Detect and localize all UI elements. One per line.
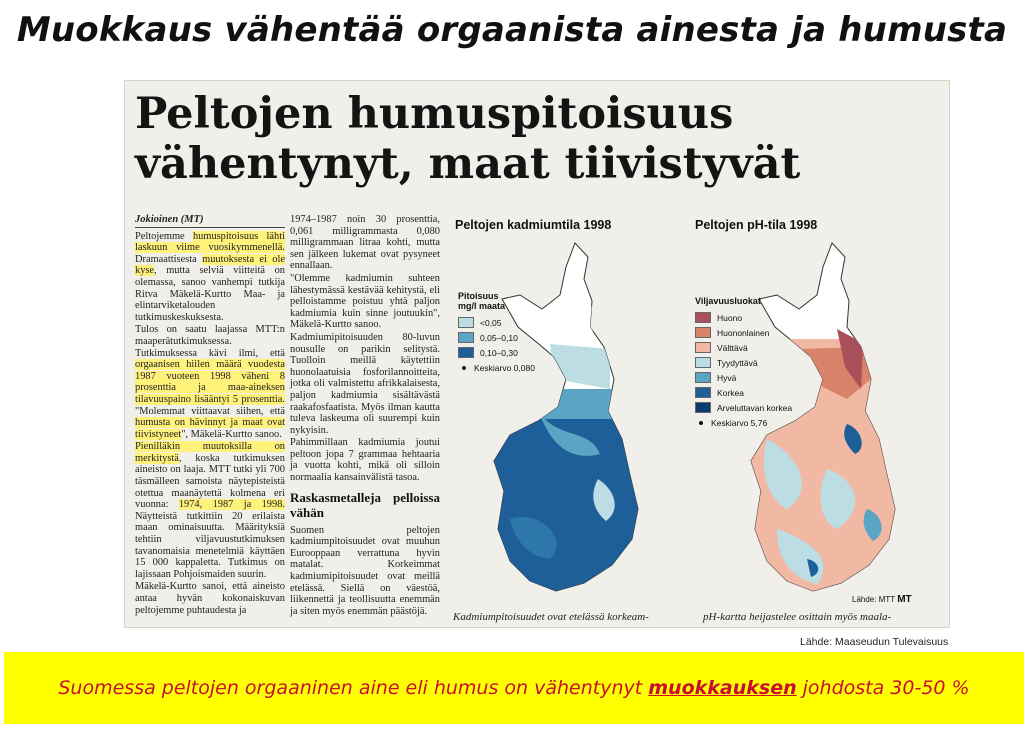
headline-line-2: vähentynyt, maat tiivistyvät (135, 139, 801, 189)
mean-dot-icon (699, 421, 703, 425)
legend-item (695, 325, 792, 340)
legend-item (695, 400, 792, 415)
paragraph: 1974–1987 noin 30 prosenttia, 0,061 milligrammasta 0,080 milligrammaan litraa kohti, mutta sen jälkeen lukemat ovat pysyneet ennallaan. (290, 214, 440, 272)
highlighted-text: 1974, 1987 ja 1998. (178, 499, 285, 511)
highlighted-text: orgaanisen hiilen määrä vuodesta 1987 vuoteen 1998 väheni 8 prosenttia ja maa-aineksen tilavuuspaino lisääntyi 5 prosenttia. (135, 359, 285, 405)
legend-label: Välttävä (717, 342, 748, 353)
legend-label: Hyvä (717, 372, 737, 383)
cadmium-map-title: Peltojen kadmiumtila 1998 (455, 218, 612, 232)
ph-map-title: Peltojen pH-tila 1998 (695, 218, 818, 232)
legend-mean (458, 360, 535, 375)
map-source (852, 594, 912, 605)
mean-dot-icon (462, 366, 466, 370)
legend-item (695, 385, 792, 400)
legend-item (695, 370, 792, 385)
slide-title: Muokkaus vähentää orgaanista ainesta ja humusta (16, 10, 1008, 50)
legend-label: <0,05 (480, 317, 502, 328)
summary-text-part: johdosta 30-50 % (796, 677, 970, 699)
legend-label: Arveluttavan korkea (717, 402, 793, 413)
paragraph: "Olemme kadmiumin suhteen lähestymässä kestävää kehitystä, eli pelloistamme poistuu yhtä paljon kadmiumia kuin sinne joutuukin", Mäkelä-Kurtto sanoo. (290, 272, 440, 331)
legend-title-line: mg/l maata (458, 301, 506, 311)
legend-label: 0,05–0,10 (480, 332, 518, 343)
legend-label: 0,10–0,30 (480, 347, 518, 358)
paragraph (135, 324, 285, 440)
highlighted-text: Pienilläkin muutoksilla on merkitystä (135, 441, 285, 464)
paragraph (135, 231, 285, 324)
paragraph (135, 441, 285, 580)
mt-logo: MT (897, 594, 912, 605)
legend-title-line: Pitoisuus (458, 291, 499, 301)
ph-map-caption: pH-kartta heijastelee osittain myös maala- (703, 611, 892, 623)
legend-swatch (458, 332, 474, 343)
legend-swatch (458, 317, 474, 328)
legend-swatch (695, 402, 711, 413)
text: , koska tutkimuksen aineisto on laaja. MTT tutki yli 700 täsmälleen samoista näytepisteistä otettua maanäytettä kolmena eri vuonna: (135, 452, 285, 511)
paragraph: Mäkelä-Kurtto sanoi, että aineisto antaa hyvän kokonaiskuvan peltojemme puhtaudesta ja (135, 581, 285, 616)
text: Peltojemme (135, 230, 193, 242)
slide-source: Lähde: Maaseudun Tulevaisuus (800, 636, 949, 648)
legend-swatch (695, 387, 711, 398)
summary-text-part: Suomessa peltojen orgaaninen aine eli humus on vähentynyt (58, 677, 649, 699)
legend-title: Viljavuusluokat (695, 296, 761, 306)
legend-swatch (695, 357, 711, 368)
summary-banner (4, 652, 1024, 724)
legend-label: Tyydyttävä (717, 357, 758, 368)
paragraph: Kadmiumipitoisuuden 80-luvun nousulle on parikin selitystä. Tuolloin meillä käytettiin huonolaatuisia fosforilannoitteita, jotka oli valmistettu afrikkalaisesta, paljon kadmiumia sisältävästä raakafosfaatista. Myös ilman kautta tuleva laskeuma oli suurempi kuin nykyisin. (290, 331, 440, 436)
byline: Jokioinen (MT) (135, 214, 285, 228)
legend-swatch (458, 347, 474, 358)
legend-label: Huononlainen (717, 327, 770, 338)
legend-title (458, 291, 535, 311)
article-subheading: Raskasmetalleja pelloissa vähän (290, 489, 440, 520)
text: , mutta selviä viitteitä on olemassa, sanoo vanhempi tutkija Ritva Mäkelä-Kurtto Maa- ja elintarviketalouden tutkimuskeskuksesta. (135, 265, 285, 323)
legend-item (458, 345, 535, 360)
text: Tulos on saatu laajassa MTT:n maaperätutkimuksessa. Tutkimuksessa kävi ilmi, että (135, 324, 285, 359)
paragraph: Suomen peltojen kadmiumpitoisuudet ovat muuhun Eurooppaan verrattuna hyvin matalat. Korkeimmat kadmiumipitoisuudet ovat meillä etelässä. Siellä on väestöä, liikennettä ja teollisuutta enemmän ja siten myös enemmän päästöjä. (290, 524, 440, 617)
ph-legend (695, 296, 792, 430)
legend-swatch (695, 327, 711, 338)
text: ", Mäkelä-Kurtto sanoo. (181, 428, 282, 440)
cadmium-map-caption: Kadmiumpitoisuudet ovat etelässä korkeam- (453, 611, 649, 623)
legend-item (695, 340, 792, 355)
text: "Molemmat viittaavat siihen, että (135, 405, 285, 417)
legend-swatch (695, 312, 711, 323)
legend-label: Keskiarvo 5,76 (711, 417, 768, 428)
article-column-1 (135, 214, 285, 617)
legend-label: Huono (717, 312, 743, 323)
legend-item (695, 310, 792, 325)
legend-item (458, 330, 535, 345)
newspaper-clipping (124, 80, 950, 628)
legend-item (458, 315, 535, 330)
legend-swatch (695, 342, 711, 353)
summary-keyword: muokkauksen (648, 677, 797, 699)
legend-item (695, 355, 792, 370)
cadmium-legend (458, 291, 535, 375)
article-column-2 (290, 214, 440, 618)
paragraph: Pahimmillaan kadmiumia joutui peltoon jopa 7 grammaa hehtaaria ja vuotta kohti, mikä oli silloin normaalia kansainvälistä tasoa. (290, 437, 440, 484)
highlighted-text: humuspitoisuus lähti laskuun viime vuosikymmenellä. (135, 230, 286, 254)
legend-swatch (695, 372, 711, 383)
text: Näytteistä tutkittiin 20 erilaista maan ominaisuutta. Määrityksiä tehtiin viljavuustutkimuksen tavanomaisia menetelmiä käyttäen 15 000 kappaletta. Tutkimus on lajissaan Pohjoismaiden suurin. (135, 510, 285, 580)
headline-line-1: Peltojen humuspitoisuus (135, 89, 734, 139)
legend-label: Keskiarvo 0,080 (474, 362, 535, 373)
text: Dramaattisesta (135, 253, 203, 265)
map-source-label: Lähde: MTT (852, 595, 895, 604)
legend-mean (695, 415, 792, 430)
legend-label: Korkea (717, 387, 744, 398)
highlighted-text: muutoksesta ei ole kyse (135, 253, 285, 277)
highlighted-text: humusta on hävinnyt ja maat ovat tiivistyneet (135, 417, 285, 440)
clipping-headline (135, 89, 895, 189)
summary-text (58, 677, 969, 699)
